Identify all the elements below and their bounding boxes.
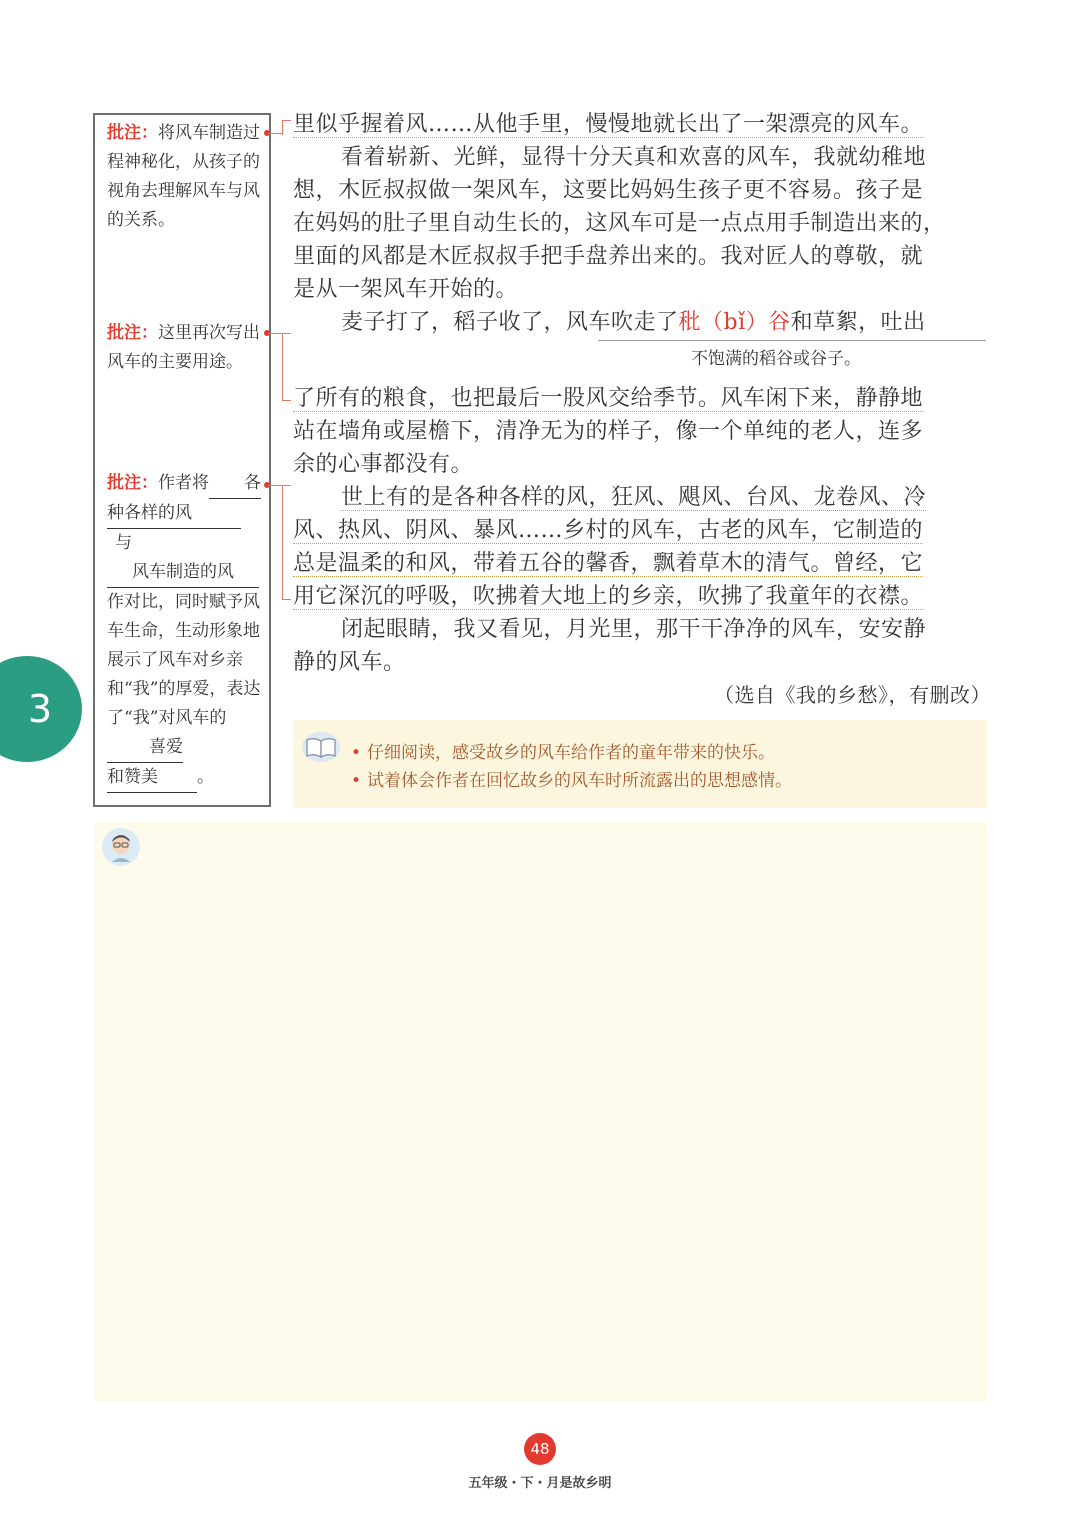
notes-writing-area[interactable] [95, 822, 987, 1402]
teacher-avatar-icon [102, 828, 140, 866]
answer-blank-4: 和赞美 [107, 763, 197, 793]
passage-line: 闭起眼睛，我又看见，月光里，那干干净净的风车，安安静 [341, 617, 927, 642]
passage-line: 用它深沉的呼吸，吹拂着大地上的乡亲，吹拂了我童年的衣襟。 [293, 584, 924, 609]
connector-line [282, 485, 291, 600]
gloss-divider [598, 340, 986, 341]
answer-blank-2: 风车制造的风 [107, 558, 259, 588]
annotation-panel [93, 113, 271, 807]
annotation-2 [107, 319, 265, 377]
answer-blank-3: 喜爱 [107, 733, 183, 763]
footer-caption: 五年级・下・月是故乡明 [468, 1476, 612, 1491]
passage-line: 世上有的是各种各样的风，狂风、飓风、台风、龙卷风、冷 [341, 485, 927, 510]
passage-line: 总是温柔的和风，带着五谷的馨香，飘着草木的清气。曾经，它 [293, 551, 924, 576]
tip-item: • 仔细阅读，感受故乡的风车给作者的童年带来的快乐。 [351, 738, 775, 763]
connector-line [282, 333, 291, 401]
annotation-2-text: 这里再次写出风车的主要用途。 [107, 323, 260, 372]
passage-line: 里面的风都是木匠叔叔手把手盘养出来的。我对匠人的尊敬，就 [293, 244, 924, 269]
connector-line [268, 333, 282, 334]
annotation-1 [107, 119, 265, 235]
connector-line [268, 133, 282, 134]
passage-line: 风、热风、阴风、暴风……乡村的风车，古老的风车，它制造的 [293, 518, 924, 543]
passage-line: 余的心事都没有。 [293, 452, 474, 477]
open-book-icon [301, 730, 341, 764]
passage-line: 在妈妈的肚子里自动生长的，这风车可是一点点用手制造出来的， [293, 211, 946, 236]
annotation-label: 批注： [107, 123, 158, 143]
connector-line [282, 120, 291, 135]
vocab-word: 秕（bǐ）谷 [678, 310, 791, 335]
page-number: 48 [524, 1433, 556, 1465]
annotation-3-end: 。 [197, 767, 214, 787]
passage-line: 站在墙角或屋檐下，清净无为的样子，像一个单纯的老人，连多 [293, 419, 924, 444]
passage-line: 麦子打了，稻子收了，风车吹走了 [341, 310, 679, 335]
tip-item: • 试着体会作者在回忆故乡的风车时所流露出的思想感情。 [351, 766, 792, 791]
passage-line: 想，木匠叔叔做一架风车，这要比妈妈生孩子更不容易。孩子是 [293, 178, 924, 203]
annotation-3-rest: 作对比，同时赋予风车生命，生动形象地展示了风车对乡亲和“我”的厚爱，表达了“我”对风车的 [107, 592, 261, 728]
passage-line: 看着崭新、光鲜，显得十分天真和欢喜的风车，我就幼稚地 [341, 145, 927, 170]
answer-blank-1b: 种各样的风 [107, 499, 241, 529]
annotation-1-text: 将风车制造过程神秘化，从孩子的视角去理解风车与风的关系。 [107, 123, 260, 230]
vocab-gloss: 不饱满的稻谷或谷子。 [691, 349, 861, 369]
passage-line: 是从一架风车开始的。 [293, 277, 519, 302]
passage [293, 108, 991, 712]
passage-line: 里似乎握着风……从他手里，慢慢地就长出了一架漂亮的风车。 [293, 112, 924, 137]
answer-blank-1a: 各 [209, 469, 261, 499]
reading-tips [293, 720, 987, 808]
annotation-3 [107, 469, 265, 793]
passage-line: 和草絮，吐出 [790, 310, 926, 335]
chapter-tab: 3 [0, 656, 82, 762]
source-citation: （选自《我的乡愁》，有删改） [714, 683, 991, 707]
annotation-label: 批注： [107, 323, 158, 343]
connector-line [268, 485, 282, 486]
passage-line: 静的风车。 [293, 650, 406, 675]
passage-line: 了所有的粮食，也把最后一股风交给季节。风车闲下来，静静地 [293, 386, 924, 411]
annotation-label: 批注： [107, 473, 158, 493]
annotation-3-mid: 与 [115, 533, 132, 553]
annotation-3-prefix: 作者将 [158, 473, 209, 493]
